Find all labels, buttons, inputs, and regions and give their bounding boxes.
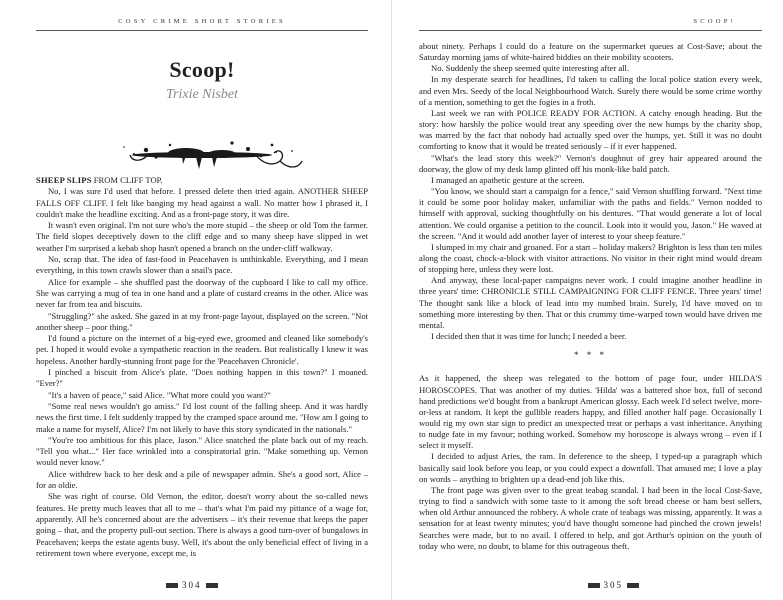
- paragraph: She was right of course. Old Vernon, the editor, doesn't worry about the so-called news features. He pretty much leaves that all to me – that's what I'm paid my pittance of a wage for, apparently. All he's concerned about are the advertisers – it's their revenue that keeps the paper going – that, and the property pull-out section. There is always a good turn-over of bungalows in Peacehaven; keeps the estate agents busy. Well, it's about the only beneficial effect of living in a retirement town where everyone, except me, is: [36, 491, 368, 558]
- paragraph: The front page was given over to the great teabag scandal. I had been in the local Cost-Save, trying to find a sandwich with some taste to it among the soft bread cheese or ham best sellers, when old Arthur announced the robbery. A whole crate of teabags was missing, apparently. It was a sensation for at least twenty minutes; you'd have thought someone had pinched the crown jewels! Searches were made, but to no avail. I offered to help, and got Arthur's opinion on the youth of today who were, no doubt, to blame for this outrageous theft.: [419, 484, 762, 551]
- paragraph: "It's a haven of peace," said Alice. "What more could you want?": [48, 389, 271, 400]
- right-body-text: [419, 41, 762, 552]
- ink-splatter-ornament: [36, 57, 368, 175]
- paragraph: "You know, we should start a campaign for a fence," said Vernon shuffling forward. "Next time it could be some poor holiday maker, unfamiliar with the paths and fields." Vernon nodded to himself with approval, sucking thoughtfully on his dentures. "That would generate a lot of local attention. We could organise a petition to the council. Look into it would you, Jason." He waved at the screen. "And it would add another layer of interest to your sheep feature.": [419, 186, 762, 241]
- story-title: Scoop!: [169, 57, 235, 82]
- paragraph: I'd found a picture on the internet of a big-eyed ewe, groomed and cleaned like somebody's pet. I hoped it would evoke a sympathetic reaction in the readers. But realistically I knew it was hopeless. Another hardly-stunning front page for the 'Peacehaven Chronicle'.: [36, 333, 368, 366]
- opening-paragraph: [36, 175, 368, 186]
- paragraph: And anyway, these local-paper campaigns never work. I could imagine another headline in three years' time: CHRONICLE STILL CAMPAIGNING FOR CLIFF FENCE. Three years' time! The thought sank like a block of lead into my numbed brain. Surely, I'd have moved on to something more interesting by then. That or this crummy time-warped town would have driven me mental.: [419, 275, 762, 330]
- story-author: Trixie Nisbet: [166, 87, 238, 102]
- paragraph: In my desperate search for headlines, I'd taken to calling the local police station every week, and even Mrs. Seedy of the local Neighbourhood Watch. Surely there would be some crime worthy of a mention, something to get the fogies in a froth.: [419, 74, 762, 107]
- paragraph: Alice withdrew back to her desk and a pile of newspaper admin. She's a good sort, Alice – for an oldie.: [36, 468, 368, 491]
- paragraph: It wasn't even original. I'm not sure who's the more stupid – the sheep or old Tom the farmer. The field slopes deceptively down to the cliff edge and so many sheep have slipped in wet weather I'm surprised a kebab shop hasn't opened a branch on the under-cliff walkway.: [36, 220, 368, 253]
- opening-caps: SHEEP SLIPS: [36, 175, 92, 185]
- folio-ornament-left: [588, 583, 600, 588]
- page-number: 304: [182, 580, 202, 590]
- paragraph: No, I was sure I'd used that before. I pressed delete then tried again. ANOTHER SHEEP FALLS OFF CLIFF. I felt like banging my head against a wall. No matter how I phrased it, I couldn't make the headline exciting. And as a front-page story, it was dire.: [36, 186, 368, 219]
- page-number: 305: [603, 580, 623, 590]
- left-page: [0, 0, 391, 600]
- title-block: [36, 57, 368, 175]
- paragraph: "Struggling?" she asked. She gazed in at my front-page layout, displayed on the screen. "Not another sheep – poor thing.": [36, 310, 368, 332]
- paragraph: "What's the lead story this week?" Vernon's doughnut of grey hair appeared around the doorway, the glow of my desk lamp glinted off his monk-like bald patch.: [419, 152, 762, 174]
- paragraph: No. Suddenly the sheep seemed quite interesting after all.: [431, 63, 630, 74]
- paragraph: Last week we ran with POLICE READY FOR ACTION. A catchy enough heading. But the story: how harshly the police would treat any speeding over the new humps by the charity shop, was marred by the fact that nobody had actually sped over the humps, yet. Still it was no doubt comforting to know that it would be treated seriously – if it ever happened.: [419, 107, 762, 152]
- running-head-right: SCOOP!: [419, 18, 762, 31]
- opening-rest: FROM CLIFF TOP.: [91, 175, 163, 185]
- running-head-left: COSY CRIME SHORT STORIES: [36, 18, 368, 31]
- page-number-left: [166, 580, 218, 590]
- paragraph: No, scrap that. The idea of fast-food in Peacehaven is unthinkable. Everything, and I mean everything, in this town crawls slower than a snail's pace.: [36, 254, 368, 276]
- paragraph: I decided to adjust Aries, the ram. In deference to the sheep, I typed-up a paragraph which basically said look before you leap, or you could expect a downfall. That amused me; I love a play on words – anything to brighten up a dead-end job like this.: [419, 451, 762, 484]
- folio-ornament-right: [627, 583, 639, 588]
- paragraph: I managed an apathetic gesture at the screen.: [431, 174, 585, 185]
- paragraph: "Some real news wouldn't go amiss." I'd lost count of the falling sheep. And it was hardly news the first time. I felt suddenly trapped by the cramped space around me. "How am I going to make a name for myself, Alice? I'm not likely to have this story syndicated in the nationals.": [36, 400, 368, 434]
- paragraph: Alice for example – she shuffled past the doorway of the cupboard I like to call my office. She was carrying a mug of tea in one hand and a plate of custard creams in the other. Alice was never far from tea and biscuits.: [36, 276, 368, 310]
- paragraph: I decided then that it was time for lunch; I needed a beer.: [431, 331, 627, 342]
- paragraph: "You're too ambitious for this place, Jason." Alice snatched the plate back out of my reach. "Tell you what..." Her face wrinkled into a conspiratorial grin. "Make something up. Vernon would never know.": [36, 434, 368, 468]
- section-separator: * * *: [574, 350, 607, 361]
- folio-ornament-right: [206, 583, 218, 588]
- paragraph: As it happened, the sheep was relegated to the bottom of page four, under HILDA'S HOROSCOPES. That was another of my duties. 'Hilda' was a battered shoe box, full of second hand predictions we'd bought from a bankrupt American glossy. Each week I'd select twelve, more-or-less at random. It kept the gullible readers happy, and filled another half page. Occasionally I would rig my own star sign to predict an unexpected treat or perhaps a vast inheritance. Anything to nudge fate in my favour; nothing worked. Somehow my horoscope is always wrong – even if I select it myself.: [419, 373, 762, 451]
- right-page: [391, 0, 782, 600]
- paragraph: about ninety. Perhaps I could do a feature on the supermarket queues at Cost-Save; about the Saturday morning jams of white-haired biddies on their mobility scooters.: [419, 41, 762, 63]
- left-body-text: [36, 175, 368, 559]
- page-number-right: [588, 580, 640, 590]
- paragraph: I slumped in my chair and groaned. For a start – holiday makers? Brighton is less than ten miles along the coast, chock-a-block with visitor attractions. No visitor in their right mind would dream of stopping here, unless they were lost.: [419, 241, 762, 275]
- folio-ornament-left: [166, 583, 178, 588]
- paragraph: I pinched a biscuit from Alice's plate. "Does nothing happen in this town?" I moaned. "Ever?": [36, 367, 368, 389]
